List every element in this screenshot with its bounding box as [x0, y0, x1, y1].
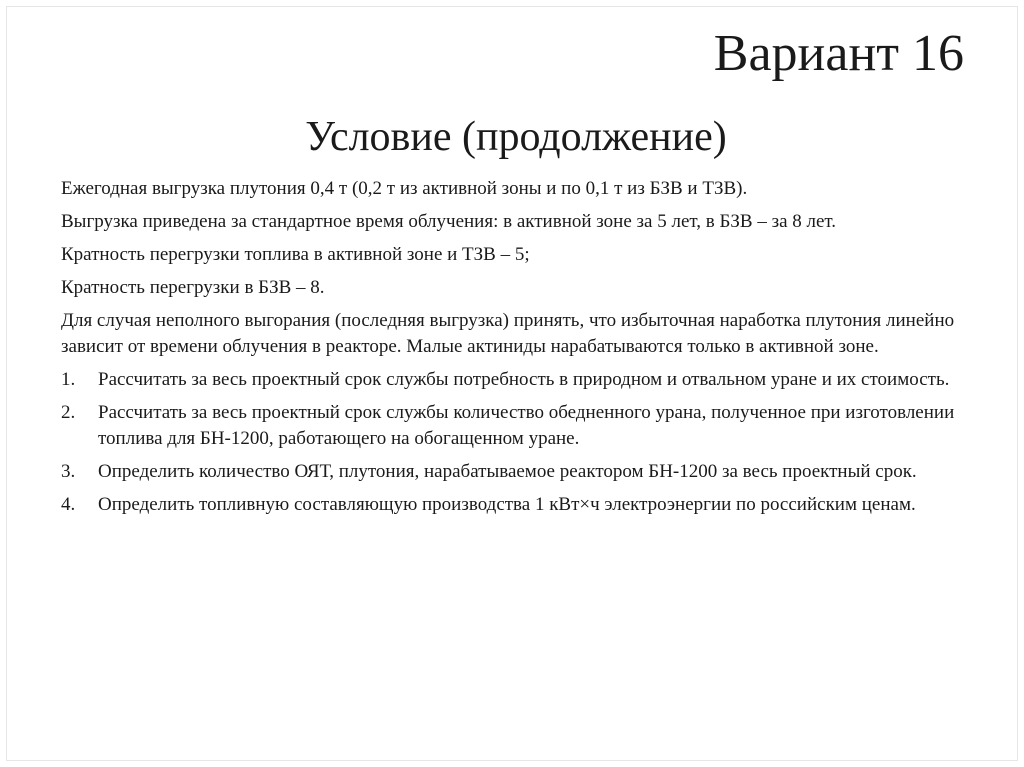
paragraph-reload-ratio-core: Кратность перегрузки топлива в активной зоне и ТЗВ – 5; — [61, 244, 530, 265]
task-number: 1. — [61, 369, 76, 390]
paragraph-reload-ratio-bzv: Кратность перегрузки в БЗВ – 8. — [61, 277, 325, 298]
task-item — [61, 400, 971, 452]
task-number: 3. — [61, 461, 76, 482]
task-item — [61, 492, 971, 518]
task-text: Определить топливную составляющую производства 1 кВт×ч электроэнергии по российским ценам. — [98, 494, 916, 515]
slide-title: Вариант 16 — [713, 25, 964, 82]
task-item — [61, 459, 971, 485]
task-text: Определить количество ОЯТ, плутония, нарабатываемое реактором БН-1200 за весь проектный срок. — [98, 461, 917, 482]
paragraph-annual-unload: Ежегодная выгрузка плутония 0,4 т (0,2 т из активной зоны и по 0,1 т из БЗВ и ТЗВ). — [61, 178, 748, 199]
paragraph-incomplete-burnup: Для случая неполного выгорания (последняя выгрузка) принять, что избыточная наработка плутония линейно зависит от времени облучения в реакторе. Малые актиниды нарабатываются только в активной зоне. — [61, 310, 955, 357]
paragraph-irradiation-time: Выгрузка приведена за стандартное время облучения: в активной зоне за 5 лет, в БЗВ – за 8 лет. — [61, 211, 837, 232]
task-text: Рассчитать за весь проектный срок службы потребность в природном и отвальном уране и их стоимость. — [98, 369, 950, 390]
task-list — [61, 367, 971, 518]
task-item — [61, 367, 971, 393]
task-number: 2. — [61, 402, 76, 423]
slide-subtitle: Условие (продолжение) — [305, 114, 727, 160]
task-number: 4. — [61, 494, 76, 515]
slide-content — [61, 176, 971, 525]
task-text: Рассчитать за весь проектный срок службы количество обедненного урана, полученное при изготовлении топлива для БН-1200, работающего на обогащенном уране. — [98, 402, 955, 449]
